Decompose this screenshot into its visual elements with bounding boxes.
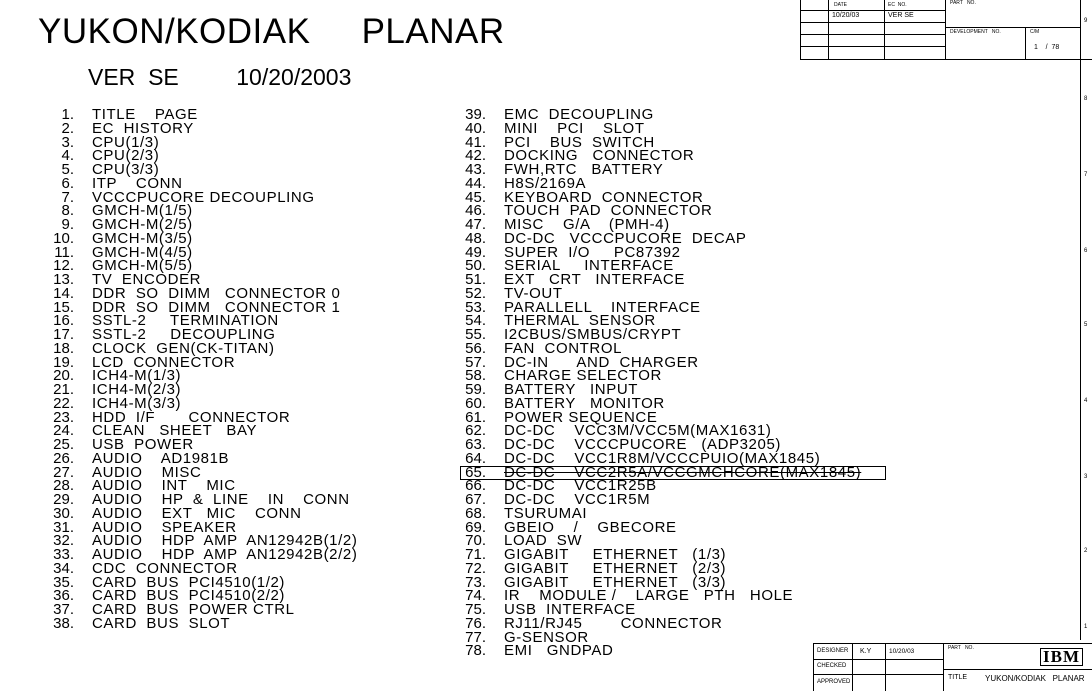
toc-item-title: FWH,RTC BATTERY [504,161,664,178]
toc-item-number: 65. [465,463,486,481]
toc-item-title: DOCKING CONNECTOR [504,147,695,165]
toc-item-title: CLEAN SHEET BAY [92,422,258,440]
toc-item-number: 33. [53,546,74,563]
date-header: DATE [834,2,847,8]
toc-item [44,133,357,151]
toc-item-title: SSTL-2 TERMINATION [92,312,279,330]
toc-item-number: 3. [61,133,74,151]
toc-item-title: SERIAL INTERFACE [504,257,674,275]
toc-item-title: DC-DC VCCCPUCORE DECAP [504,229,747,247]
toc-item-title: USB INTERFACE [504,601,636,618]
toc-item-title: ICH4-M(2/3) [92,381,182,398]
toc-item-title: PARALLELL INTERFACE [504,298,701,316]
toc-item-title: CPU(1/3) [92,133,160,151]
toc-item [44,119,357,137]
toc-item-title: KEYBOARD CONNECTOR [504,188,704,206]
dev-no-label: DEVELOPMENT NO. [950,29,1001,35]
toc-item-title: PCI BUS SWITCH [504,133,655,151]
toc-item-number: 7. [61,188,74,206]
toc-item-number: 50. [465,257,486,275]
toc-item-number: 73. [465,573,486,591]
toc-item-title: DC-DC VCC1R25B [504,477,657,495]
toc-item-title: POWER SEQUENCE [504,408,658,426]
ibm-logo: IBM [1040,648,1083,666]
toc-item [44,369,357,383]
toc-item-title: AUDIO AD1981B [92,449,230,467]
toc-item [44,229,357,247]
toc-item-number: 24. [53,422,74,440]
toc-item-title: EMC DECOUPLING [504,106,654,123]
toc-item-number: 29. [53,491,74,508]
toc-item-title: ICH4-M(3/3) [92,394,182,412]
toc-item-number: 69. [465,518,486,536]
designer-label: DESIGNER [817,648,849,654]
toc-item-title: LOAD SW [504,532,583,550]
toc-item-number: 34. [53,559,74,577]
toc-item-number: 35. [53,573,74,591]
sheet-number: 1 / 78 [1034,44,1060,51]
zone-mark: 4 [1084,398,1088,404]
revision-block [800,0,1092,60]
toc-item-title: VCCCPUCORE DECOUPLING [92,188,315,206]
toc-item-number: 67. [465,491,486,508]
toc-item-title: GIGABIT ETHERNET (2/3) [504,559,727,577]
toc-item-number: 38. [53,614,74,632]
toc-item-number: 2. [61,119,74,137]
toc-item-number: 9. [61,216,74,233]
toc-item [44,149,357,163]
toc-item-title: DC-DC VCC1R8M/VCCCPUIO(MAX1845) [504,449,821,467]
toc-item-title: SSTL-2 DECOUPLING [92,326,276,343]
toc-item-title: GMCH-M(3/5) [92,229,193,247]
toc-item-title: CDC CONNECTOR [92,559,238,577]
toc-item-number: 78. [465,642,486,660]
toc-item-number: 11. [54,243,74,261]
zone-mark: 3 [1084,474,1088,480]
toc-item-title: HDD I/F CONNECTOR [92,408,291,426]
toc-item-title: CARD BUS SLOT [92,614,231,632]
revision-ec: VER SE [888,12,914,19]
toc-item-number: 70. [465,532,486,550]
toc-item-number: 19. [53,353,74,371]
toc-item-number: 58. [465,367,486,385]
toc-item-number: 52. [465,284,486,302]
part-no-label-bottom: PART NO. [948,645,974,651]
toc-item-number: 71. [465,546,486,563]
toc-item-number: 30. [53,504,74,522]
toc-item-number: 66. [465,477,486,495]
approved-label: APPROVED [817,679,851,685]
toc-right-column [456,108,861,658]
toc-item-number: 48. [465,229,486,247]
toc-item-number: 39. [465,106,486,123]
toc-item-number: 77. [465,628,486,646]
toc-item-number: 21. [53,381,74,398]
toc-item [44,383,357,397]
toc-item [456,644,861,658]
toc-item-number: 27. [53,463,74,481]
toc-item-number: 8. [61,202,74,220]
toc-item-number: 68. [465,504,486,522]
toc-item-number: 22. [53,394,74,412]
checked-label: CHECKED [817,663,847,669]
toc-item-number: 10. [53,229,74,247]
version-date-line: VER SE 10/20/2003 [88,64,352,90]
zone-mark: 7 [1084,172,1088,178]
zone-mark: 1 [1084,624,1088,630]
toc-item-title: DDR SO DIMM CONNECTOR 0 [92,284,341,302]
toc-item-title: GMCH-M(2/5) [92,216,193,233]
toc-item-number: 16. [53,312,74,330]
toc-item-number: 14. [53,284,74,302]
toc-item-title: AUDIO INT MIC [92,477,236,495]
toc-item-number: 53. [465,298,486,316]
toc-item-number: 28. [53,477,74,495]
ec-header: EC NO. [888,2,907,8]
toc-item-number: 72. [465,559,486,577]
toc-item-number: 42. [465,147,486,165]
toc-item-title: CPU(3/3) [92,161,160,178]
toc-item-number: 5. [61,161,74,178]
designer-date: 10/20/03 [889,648,915,655]
revision-date: 10/20/03 [832,12,860,19]
toc-item-number: 43. [465,161,486,178]
toc-item-number: 37. [53,601,74,618]
toc-item-title: TOUCH PAD CONNECTOR [504,202,713,220]
toc-item-title: H8S/2169A [504,174,587,192]
toc-item-number: 57. [465,353,486,371]
toc-item-title: DC-IN AND CHARGER [504,353,699,371]
toc-item-number: 1. [61,106,74,123]
toc-item-number: 55. [465,326,486,343]
toc-left-column [44,108,357,631]
toc-item-number: 44. [465,174,486,192]
toc-item-title: GIGABIT ETHERNET (1/3) [504,546,727,563]
toc-item-title: IR MODULE / LARGE PTH HOLE [504,587,794,605]
toc-item-number: 23. [53,408,74,426]
toc-item-number: 18. [53,339,74,357]
toc-item-title: DC-DC VCCCPUCORE (ADP3205) [504,436,781,453]
toc-item-number: 49. [465,243,486,261]
toc-item-number: 26. [53,449,74,467]
zone-mark: 2 [1084,548,1088,554]
toc-item-title: FAN CONTROL [504,339,623,357]
toc-item [44,243,357,261]
toc-item-title: TV ENCODER [92,271,202,288]
toc-item-title: G-SENSOR [504,628,589,646]
toc-item-title: ITP CONN [92,174,183,192]
toc-item [44,204,357,218]
toc-item [44,188,357,206]
toc-item-number: 12. [53,257,74,275]
toc-item-title: CARD BUS PCI4510(2/2) [92,587,286,605]
toc-item-number: 46. [465,202,486,220]
designer-initials: K.Y [860,648,872,655]
toc-item-number: 25. [53,436,74,453]
toc-item-title: MINI PCI SLOT [504,119,645,137]
toc-item-number: 31. [53,518,74,536]
toc-item-number: 45. [465,188,486,206]
toc-item-title: I2CBUS/SMBUS/CRYPT [504,326,682,343]
toc-item-number: 64. [465,449,486,467]
toc-item [44,353,357,371]
toc-item-number: 40. [465,119,486,137]
toc-item-title: CARD BUS PCI4510(1/2) [92,573,286,591]
toc-item-title: TSURUMAI [504,504,588,522]
toc-item-title: CARD BUS POWER CTRL [92,601,295,618]
toc-item-title: TV-OUT [504,284,563,302]
title-value: YUKON/KODIAK PLANAR [985,674,1085,683]
part-no-label-top: PART NO. [950,0,976,6]
toc-item-number: 6. [61,174,74,192]
zone-mark: 5 [1084,322,1088,328]
toc-item-number: 54. [465,312,486,330]
toc-item-title: DC-DC VCC3M/VCC5M(MAX1631) [504,422,772,440]
toc-item-number: 59. [465,381,486,398]
toc-item-title: DC-DC VCC1R5M [504,491,651,508]
zone-mark: 9 [1084,18,1088,24]
document-title: YUKON/KODIAK PLANAR [38,12,505,51]
toc-item-title: AUDIO HDP AMP AN12942B(1/2) [92,532,358,550]
title-label: TITLE [948,674,968,681]
toc-item-title: THERMAL SENSOR [504,312,656,330]
toc-item-number: 76. [465,614,486,632]
toc-item-title: EC HISTORY [92,119,194,137]
toc-item-number: 51. [465,271,486,288]
toc-item-number: 56. [465,339,486,357]
toc-item-title: CHARGE SELECTOR [504,367,662,385]
toc-item [44,163,357,177]
toc-item-title: AUDIO HDP AMP AN12942B(2/2) [92,546,358,563]
toc-item-title: DDR SO DIMM CONNECTOR 1 [92,298,341,316]
toc-item-title: AUDIO SPEAKER [92,518,237,536]
toc-item-title: BATTERY INPUT [504,381,639,398]
toc-item-number: 61. [465,408,486,426]
toc-item-title: SUPER I/O PC87392 [504,243,681,261]
toc-item-title: TITLE PAGE [92,106,198,123]
toc-item-title: GBEIO / GBECORE [504,518,677,536]
toc-item-number: 62. [465,422,486,440]
toc-item-number: 41. [465,133,486,151]
zone-mark: 8 [1084,96,1088,102]
toc-item [44,218,357,232]
toc-item-title: GMCH-M(4/5) [92,243,193,261]
toc-item-number: 36. [53,587,74,605]
toc-item-title: AUDIO HP & LINE IN CONN [92,491,350,508]
toc-item-title: DC-DC VCC2R5A/VCCGMCHCORE(MAX1845) [504,463,862,481]
toc-item-title: ICH4-M(1/3) [92,367,182,385]
toc-item-number: 15. [53,298,74,316]
toc-item-number: 20. [53,367,74,385]
toc-item-number: 13. [53,271,74,288]
toc-item-number: 32. [53,532,74,550]
toc-item-title: EMI GNDPAD [504,642,614,660]
toc-item-number: 75. [465,601,486,618]
toc-item-title: CPU(2/3) [92,147,160,165]
toc-item-number: 60. [465,394,486,412]
toc-item-title: CLOCK GEN(CK-TITAN) [92,339,275,357]
toc-item-title: AUDIO MISC [92,463,202,481]
toc-item-number: 63. [465,436,486,453]
toc-item [44,108,357,122]
toc-item-title: GMCH-M(1/5) [92,202,193,220]
toc-item-title: EXT CRT INTERFACE [504,271,685,288]
toc-item-number: 4. [61,147,74,165]
toc-item-title: USB POWER [92,436,194,453]
sheet-label: C/M [1030,29,1040,35]
toc-item-title: LCD CONNECTOR [92,353,236,371]
toc-item-number: 74. [465,587,486,605]
toc-item-number: 47. [465,216,486,233]
toc-item-title: MISC G/A (PMH-4) [504,216,670,233]
toc-item-title: GMCH-M(5/5) [92,257,193,275]
toc-item-title: GIGABIT ETHERNET (3/3) [504,573,727,591]
toc-item-title: BATTERY MONITOR [504,394,665,412]
toc-item [44,614,357,632]
toc-item-number: 17. [53,326,74,343]
zone-mark: 6 [1084,248,1088,254]
toc-item-title: RJ11/RJ45 CONNECTOR [504,614,723,632]
toc-item-title: AUDIO EXT MIC CONN [92,504,302,522]
toc-item [44,424,357,438]
